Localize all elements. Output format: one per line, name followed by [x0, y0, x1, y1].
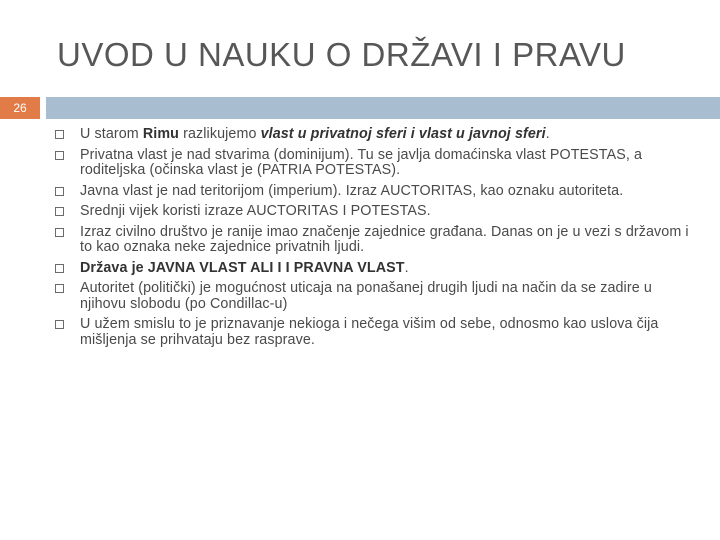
square-bullet-icon [55, 130, 64, 139]
bullet-text: U užem smislu to je priznavanje nekioga i nečega višim od sebe, odnosmo kao uslova čija mišljenja se prihvataju bez rasprave. [80, 316, 659, 348]
bullet-text: Privatna vlast je nad stvarima (dominijum). Tu se javlja domaćinska vlast POTESTAS, a roditeljska (očinska vlast je (PATRIA POTESTAS). [80, 146, 643, 178]
bullet-item [52, 281, 692, 312]
square-bullet-icon [55, 187, 64, 196]
square-bullet-icon [55, 228, 64, 237]
square-bullet-icon [55, 320, 64, 329]
bullet-list [52, 127, 692, 353]
bullet-text: Izraz civilno društvo je ranije imao značenje zajednice građana. Danas on je u vezi s državom i to kao oznaka neke zajednice privatnih ljudi. [80, 223, 689, 255]
bullet-item [52, 204, 692, 220]
bullet-item [52, 261, 692, 277]
bullet-bold-text: Država je JAVNA VLAST ALI I I PRAVNA VLAST [80, 259, 405, 276]
square-bullet-icon [55, 284, 64, 293]
slide-number-badge: 26 [0, 97, 40, 119]
bullet-emphasis-text: vlast u privatnoj sferi i vlast u javnoj sferi [260, 126, 546, 142]
square-bullet-icon [55, 151, 64, 160]
bullet-text: . [545, 126, 550, 142]
bullet-item [52, 148, 692, 179]
square-bullet-icon [55, 264, 64, 273]
bullet-text: Javna vlast je nad teritorijom (imperium). Izraz AUCTORITAS, kao oznaku autoriteta. [80, 182, 624, 199]
bullet-item [52, 317, 692, 348]
bullet-text: Srednji vijek koristi izraze AUCTORITAS I POTESTAS. [80, 203, 431, 219]
bullet-text: razlikujemo [179, 126, 261, 142]
bullet-item [52, 225, 692, 256]
bullet-item [52, 127, 692, 143]
bullet-text: Autoritet (politički) je mogućnost uticaja na ponašanej drugih ljudi na način da se zadire u njihovu slobodu (po Condillac-u) [80, 280, 652, 312]
slide-title: UVOD U NAUKU O DRŽAVI I PRAVU [57, 36, 626, 73]
header-bar [46, 97, 720, 119]
bullet-item [52, 184, 692, 200]
bullet-bold-text: Rimu [142, 126, 180, 142]
bullet-text: U starom [80, 126, 143, 142]
bullet-text: . [404, 259, 409, 276]
square-bullet-icon [55, 207, 64, 216]
